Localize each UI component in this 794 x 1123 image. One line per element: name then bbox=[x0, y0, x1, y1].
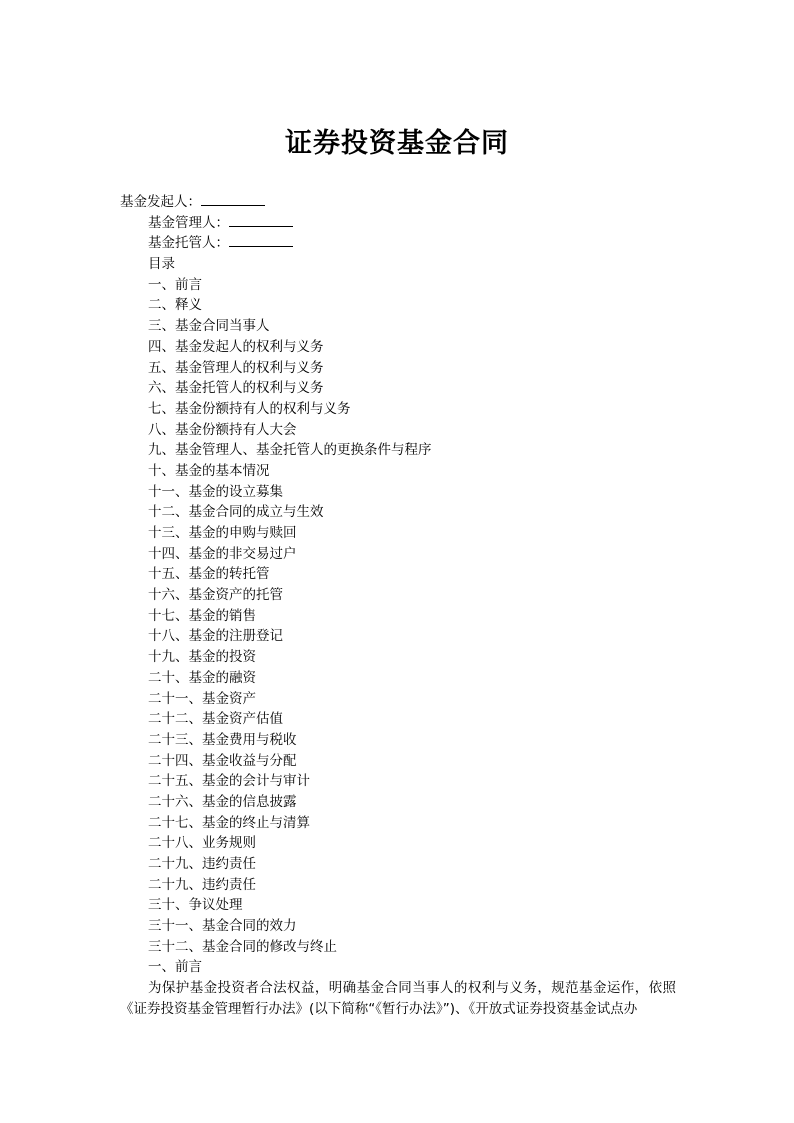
toc-item: 三、基金合同当事人 bbox=[148, 318, 270, 335]
toc-item: 二十、基金的融资 bbox=[148, 669, 256, 686]
toc-item: 三十一、基金合同的效力 bbox=[148, 918, 297, 935]
toc-item: 一、前言 bbox=[148, 276, 202, 293]
party-label: 基金发起人： bbox=[120, 194, 201, 210]
toc-item: 十八、基金的注册登记 bbox=[148, 628, 283, 645]
toc-item: 十四、基金的非交易过户 bbox=[148, 545, 297, 562]
toc-item: 五、基金管理人的权利与义务 bbox=[148, 359, 324, 376]
toc-item: 九、基金管理人、基金托管人的更换条件与程序 bbox=[148, 442, 432, 459]
party-line-custodian bbox=[120, 233, 676, 254]
signature-blank bbox=[229, 233, 293, 247]
toc-item: 七、基金份额持有人的权利与义务 bbox=[148, 400, 351, 417]
party-label: 基金托管人： bbox=[148, 235, 229, 252]
toc-heading: 目录 bbox=[148, 256, 175, 273]
toc-item: 十七、基金的销售 bbox=[148, 607, 256, 624]
preface-paragraph: 为保护基金投资者合法权益，明确基金合同当事人的权利与义务，规范基金运作，依照《证券投资基金管理暂行办法》(以下简称“《暂行办法》”)、《开放式证券投资基金试点办 bbox=[120, 980, 676, 1017]
toc-item: 二十一、基金资产 bbox=[148, 690, 256, 707]
toc-item: 十六、基金资产的托管 bbox=[148, 587, 283, 604]
toc-item: 二十四、基金收益与分配 bbox=[148, 752, 297, 769]
toc-item: 八、基金份额持有人大会 bbox=[148, 421, 297, 438]
document-title: 证券投资基金合同 bbox=[285, 128, 509, 159]
toc-item: 十九、基金的投资 bbox=[148, 649, 256, 666]
toc-item: 十五、基金的转托管 bbox=[148, 566, 270, 583]
toc-item: 二十九、违约责任 bbox=[148, 856, 256, 872]
party-label: 基金管理人： bbox=[148, 214, 229, 231]
toc-item: 十一、基金的设立募集 bbox=[148, 483, 283, 500]
toc-item: 四、基金发起人的权利与义务 bbox=[148, 338, 324, 355]
party-line-manager bbox=[120, 213, 676, 234]
toc-item: 三十、争议处理 bbox=[148, 897, 243, 914]
toc-item: 二十九、违约责任 bbox=[148, 876, 256, 893]
section-heading-preface: 一、前言 bbox=[148, 959, 202, 976]
toc-item: 十二、基金合同的成立与生效 bbox=[148, 504, 324, 521]
toc-item: 十三、基金的申购与赎回 bbox=[148, 525, 297, 541]
toc-item: 六、基金托管人的权利与义务 bbox=[148, 380, 324, 397]
toc-item: 二十三、基金费用与税收 bbox=[148, 731, 297, 748]
toc-item: 十、基金的基本情况 bbox=[148, 462, 270, 479]
toc-item: 二十八、业务规则 bbox=[148, 835, 256, 852]
signature-blank bbox=[229, 213, 293, 227]
document-body bbox=[120, 192, 676, 1020]
toc-item: 二十二、基金资产估值 bbox=[148, 711, 283, 728]
signature-blank bbox=[201, 192, 265, 206]
toc-item: 三十二、基金合同的修改与终止 bbox=[148, 938, 337, 955]
toc-item: 二、释义 bbox=[148, 297, 202, 314]
toc-item: 二十六、基金的信息披露 bbox=[148, 793, 297, 810]
table-of-contents bbox=[120, 275, 676, 958]
toc-item: 二十七、基金的终止与清算 bbox=[148, 814, 310, 831]
toc-item: 二十五、基金的会计与审计 bbox=[148, 773, 310, 790]
party-line-sponsor bbox=[120, 192, 676, 213]
